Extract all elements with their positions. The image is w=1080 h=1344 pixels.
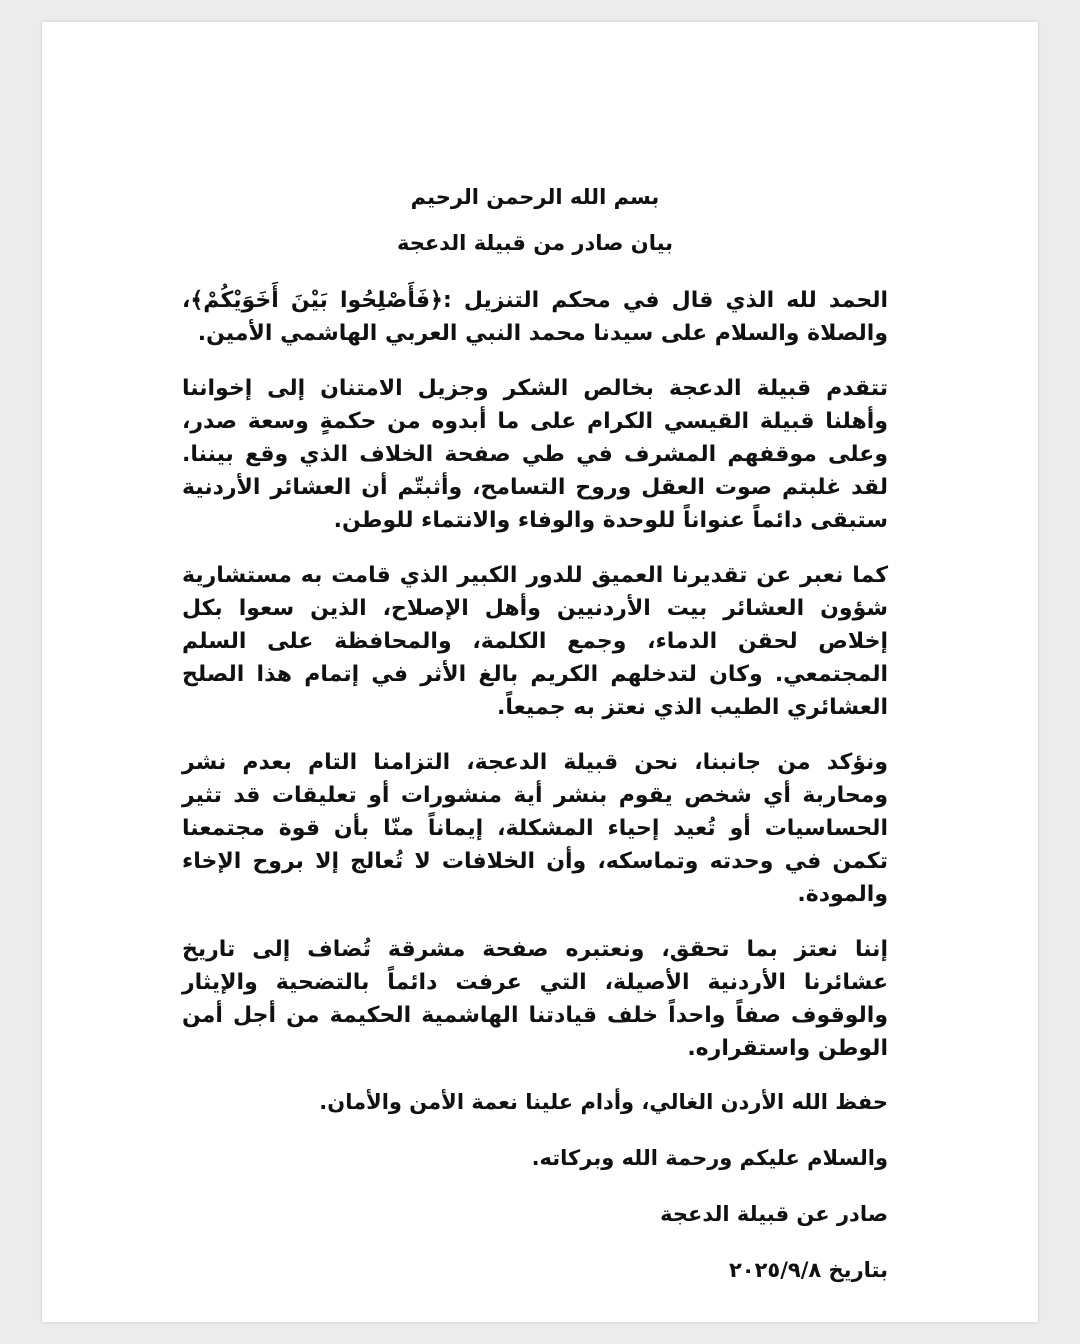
prayer-line: حفظ الله الأردن الغالي، وأدام علينا نعمة الأمن والأمان. [319, 1090, 888, 1114]
date-line: بتاريخ ٢٠٢٥/٩/٨ [728, 1258, 888, 1282]
document-body [182, 182, 888, 1311]
basmala-heading: بسم الله الرحمن الرحيم [410, 185, 660, 209]
issuer-line: صادر عن قبيلة الدعجة [660, 1202, 888, 1226]
closing-greeting: والسلام عليكم ورحمة الله وبركاته. [531, 1146, 888, 1170]
paragraph-pride: إننا نعتز بما تحقق، ونعتبره صفحة مشرقة تُضاف إلى تاريخ عشائرنا الأردنية الأصيلة، التي عرفت دائماً بالتضحية والإيثار والوقوف صفاً واحداً خلف قيادتنا الهاشمية الحكيمة من أجل أمن الوطن واستقراره. [182, 937, 888, 1061]
statement-title: بيان صادر من قبيلة الدعجة [396, 231, 674, 255]
paragraph-opening: الحمد لله الذي قال في محكم التنزيل :﴿فَأَصْلِحُوا بَيْنَ أَخَوَيْكُمْ﴾، والصلاة والسلام على سيدنا محمد النبي العربي الهاشمي الأمين. [182, 288, 888, 346]
paragraph-thanks: تتقدم قبيلة الدعجة بخالص الشكر وجزيل الامتنان إلى إخواننا وأهلنا قبيلة القيسي الكرام على ما أبدوه من حكمةٍ وسعة صدر، وعلى موقفهم المشرف في طي صفحة الخلاف الذي وقع بيننا. لقد غلبتم صوت العقل وروح التسامح، وأثبتّم أن العشائر الأردنية ستبقى دائماً عنواناً للوحدة والوفاء والانتماء للوطن. [182, 376, 888, 533]
document-page [42, 22, 1038, 1322]
paragraph-commitment: ونؤكد من جانبنا، نحن قبيلة الدعجة، التزامنا التام بعدم نشر ومحاربة أي شخص يقوم بنشر أية منشورات أو تعليقات قد تثير الحساسيات أو تُعيد إحياء المشكلة، إيماناً منّا بأن قوة مجتمعنا تكمن في وحدته وتماسكه، وأن الخلافات لا تُعالج إلا بروح الإخاء والمودة. [182, 750, 888, 907]
paragraph-appreciation: كما نعبر عن تقديرنا العميق للدور الكبير الذي قامت به مستشارية شؤون العشائر بيت الأردنيين وأهل الإصلاح، الذين سعوا بكل إخلاص لحقن الدماء، وجمع الكلمة، والمحافظة على السلم المجتمعي. وكان لتدخلهم الكريم بالغ الأثر في إتمام هذا الصلح العشائري الطيب الذي نعتز به جميعاً. [182, 563, 888, 720]
